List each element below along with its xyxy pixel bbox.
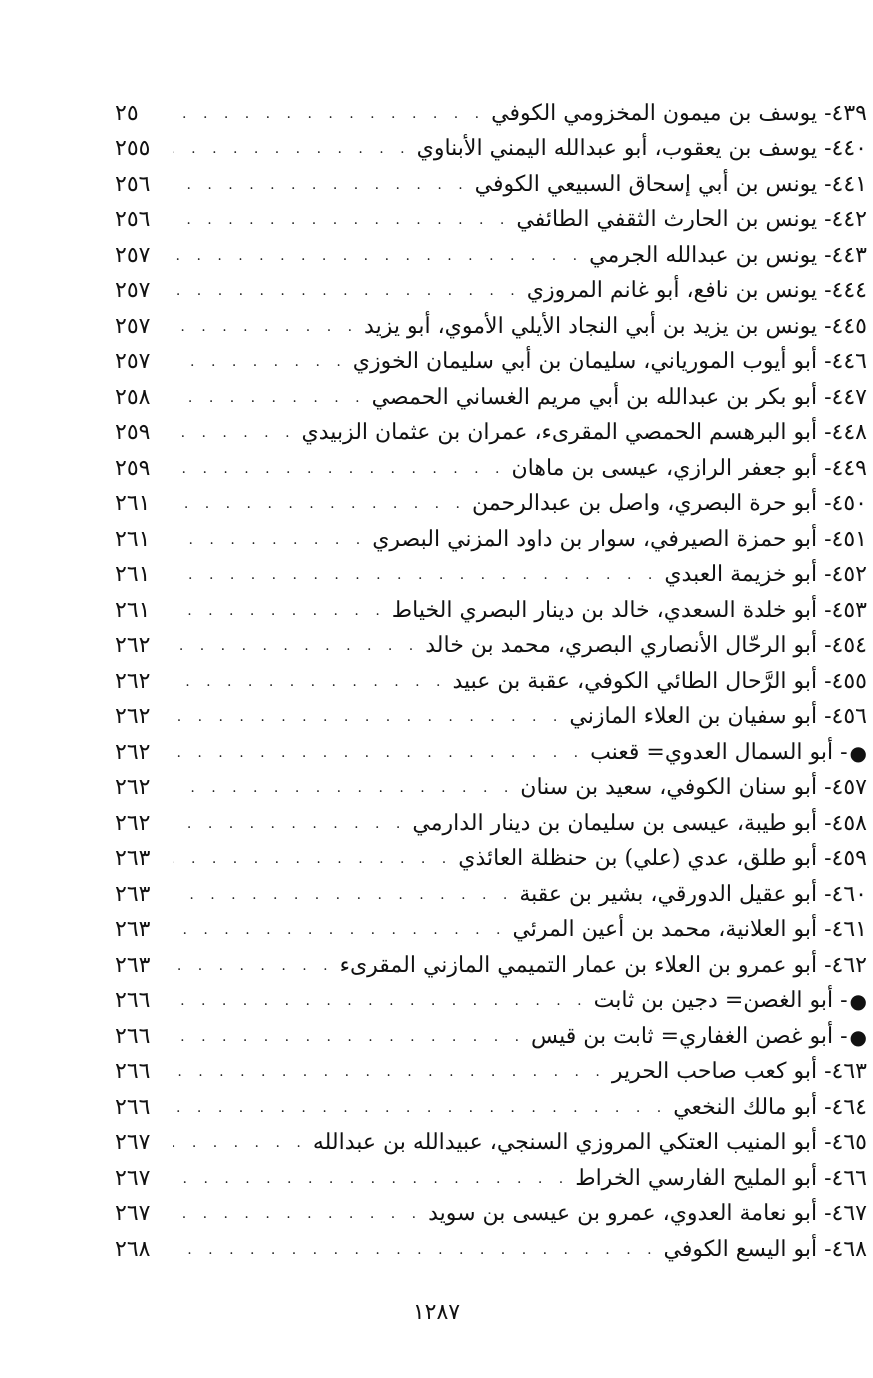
entry-page: ٢٥٧: [115, 278, 151, 304]
dot-leader: [173, 142, 411, 156]
dot-leader: [173, 284, 521, 298]
toc-entry: [115, 1019, 867, 1055]
entry-title: ٤٥٢- أبو خزيمة العبدي: [664, 562, 867, 588]
entry-page: ٢٦١: [115, 597, 151, 623]
toc-entry: [115, 913, 867, 949]
toc-entry: [115, 664, 867, 700]
entry-title: ٤٤٣- يونس بن عبدالله الجرمي: [589, 242, 867, 268]
toc-entry: [115, 380, 867, 416]
toc-entry: [115, 593, 867, 629]
entry-page: ٢٦٢: [115, 704, 151, 730]
entry-page: ٢٦٦: [115, 1094, 151, 1120]
dot-leader: [173, 497, 466, 511]
toc-entry: [115, 700, 867, 736]
dot-leader: [173, 568, 658, 582]
dot-leader: [173, 781, 514, 795]
dot-leader: [173, 391, 366, 405]
toc-entry: [115, 1197, 867, 1233]
entry-title: ٤٦٤- أبو مالك النخعي: [673, 1094, 867, 1120]
toc-entry: [115, 629, 867, 665]
entry-page: ٢٥٦: [115, 171, 151, 197]
entry-title: - أبو الغصن= دجين بن ثابت: [593, 988, 848, 1014]
dot-leader: [173, 1136, 307, 1150]
entry-title: ٤٦٦- أبو المليح الفارسي الخراط: [575, 1165, 867, 1191]
toc-entry: [115, 948, 867, 984]
entry-page: ٢٥: [115, 100, 139, 126]
toc-entry: [115, 735, 867, 771]
entry-page: ٢٥٥: [115, 136, 151, 162]
entry-page: ٢٦٦: [115, 1059, 151, 1085]
dot-leader: [173, 710, 563, 724]
entry-title: ٤٤١- يونس بن أبي إسحاق السبيعي الكوفي: [474, 171, 867, 197]
toc-entry: [115, 877, 867, 913]
dot-leader: [173, 604, 386, 618]
entry-page: ٢٥٩: [115, 420, 151, 446]
entry-page: ٢٥٩: [115, 455, 151, 481]
entry-title: - أبو السمال العدوي= قعنب: [590, 739, 848, 765]
toc-entry: [115, 1055, 867, 1091]
entry-title: ٤٣٩- يوسف بن ميمون المخزومي الكوفي: [491, 100, 867, 126]
entry-title: ٤٦١- أبو العلانية، محمد بن أعين المرئي: [512, 917, 867, 943]
entry-title: ٤٥٩- أبو طلق، عدي (علي) بن حنظلة العائذي: [458, 846, 867, 872]
entry-page: ٢٦٣: [115, 846, 151, 872]
dot-leader: [173, 746, 584, 760]
toc-entry: [115, 96, 867, 132]
dot-leader: [173, 320, 358, 334]
entry-page: ٢٦٦: [115, 1023, 151, 1049]
entry-title: ٤٦٣- أبو كعب صاحب الحرير: [611, 1059, 867, 1085]
dot-leader: [173, 1030, 525, 1044]
toc-entry: [115, 1232, 867, 1268]
dot-leader: [173, 675, 446, 689]
bullet-icon: ●: [849, 1024, 867, 1049]
dot-leader: [173, 533, 366, 547]
dot-leader: [173, 355, 347, 369]
dot-leader: [173, 1065, 606, 1079]
entry-page: ٢٦٣: [115, 917, 151, 943]
toc-entry: [115, 416, 867, 452]
entry-page: ٢٦٢: [115, 775, 151, 801]
dot-leader: [173, 817, 406, 831]
entry-page: ٢٦١: [115, 491, 151, 517]
entry-title: ٤٤٩- أبو جعفر الرازي، عيسى بن ماهان: [511, 455, 867, 481]
entry-title: ٤٥٥- أبو الرَّحال الطائي الكوفي، عقبة بن عبيد: [452, 668, 867, 694]
toc-entry: [115, 274, 867, 310]
entry-title: ٤٦٢- أبو عمرو بن العلاء بن عمار التميمي المازني المقرىء: [339, 952, 867, 978]
entry-page: ٢٦١: [115, 526, 151, 552]
entry-page: ٢٦٣: [115, 881, 151, 907]
entry-title: ٤٥٨- أبو طيبة، عيسى بن سليمان بن دينار الدارمي: [412, 810, 867, 836]
dot-leader: [173, 852, 452, 866]
entry-page: ٢٥٦: [115, 207, 151, 233]
dot-leader: [173, 959, 334, 973]
toc-entry: [115, 451, 867, 487]
entry-page: ٢٦٢: [115, 668, 151, 694]
toc-entry: [115, 487, 867, 523]
dot-leader: [173, 639, 419, 653]
dot-leader: [173, 213, 510, 227]
toc-entry: [115, 771, 867, 807]
entry-page: ٢٦٣: [115, 952, 151, 978]
entry-title: ٤٦٥- أبو المنيب العتكي المروزي السنجي، عبيدالله بن عبدالله: [312, 1130, 867, 1156]
entry-page: ٢٥٧: [115, 313, 151, 339]
entry-page: ٢٦٧: [115, 1130, 151, 1156]
entry-title: ٤٥٣- أبو خلدة السعدي، خالد بن دينار البصري الخياط: [391, 597, 867, 623]
entry-title: ٤٤٤- يونس بن نافع، أبو غانم المروزي: [526, 278, 867, 304]
bullet-icon: ●: [849, 740, 867, 765]
table-of-contents: [115, 96, 867, 1268]
dot-leader: [173, 1172, 569, 1186]
entry-title: ٤٤٧- أبو بكر بن عبدالله بن أبي مريم الغساني الحمصي: [371, 384, 867, 410]
entry-title: ٤٤٠- يوسف بن يعقوب، أبو عبدالله اليمني الأبناوي: [416, 136, 867, 162]
entry-page: ٢٦٧: [115, 1165, 151, 1191]
entry-title: ٤٤٢- يونس بن الحارث الثقفي الطائفي: [516, 207, 867, 233]
entry-page: ٢٦٨: [115, 1236, 151, 1262]
entry-page: ٢٦٢: [115, 739, 151, 765]
dot-leader: [173, 178, 469, 192]
toc-entry: [115, 167, 867, 203]
entry-title: ٤٥١- أبو حمزة الصيرفي، سوار بن داود المزني البصري: [372, 526, 867, 552]
dot-leader: [173, 249, 583, 263]
entry-title: - أبو غصن الغفاري= ثابت بن قيس: [531, 1023, 848, 1049]
entry-title: ٤٤٦- أبو أيوب المورياني، سليمان بن أبي سليمان الخوزي: [352, 349, 867, 375]
bullet-icon: ●: [849, 989, 867, 1014]
entry-title: ٤٦٠- أبو عقيل الدورقي، بشير بن عقبة: [519, 881, 867, 907]
entry-page: ٢٦١: [115, 562, 151, 588]
entry-title: ٤٥٠- أبو حرة البصري، واصل بن عبدالرحمن: [472, 491, 867, 517]
dot-leader: [173, 1207, 422, 1221]
entry-title: ٤٤٥- يونس بن يزيد بن أبي النجاد الأيلي الأموي، أبو يزيد: [364, 313, 867, 339]
entry-page: ٢٦٢: [115, 633, 151, 659]
dot-leader: [173, 426, 296, 440]
entry-title: ٤٦٨- أبو اليسع الكوفي: [663, 1236, 867, 1262]
dot-leader: [173, 107, 485, 121]
toc-entry: [115, 132, 867, 168]
toc-entry: [115, 238, 867, 274]
entry-title: ٤٥٦- أبو سفيان بن العلاء المازني: [569, 704, 867, 730]
entry-page: ٢٥٧: [115, 349, 151, 375]
entry-title: ٤٥٧- أبو سنان الكوفي، سعيد بن سنان: [520, 775, 867, 801]
entry-title: ٤٥٤- أبو الرحّال الأنصاري البصري، محمد بن خالد: [425, 633, 867, 659]
dot-leader: [173, 923, 506, 937]
toc-entry: [115, 984, 867, 1020]
page-number: ١٢٨٧: [412, 1300, 461, 1325]
toc-entry: [115, 1090, 867, 1126]
entry-title: ٤٤٨- أبو البرهسم الحمصي المقرىء، عمران بن عثمان الزبيدي: [301, 420, 867, 446]
toc-entry: [115, 203, 867, 239]
dot-leader: [173, 1101, 667, 1115]
toc-entry: [115, 1161, 867, 1197]
dot-leader: [173, 994, 588, 1008]
dot-leader: [173, 888, 513, 902]
entry-page: ٢٦٦: [115, 988, 151, 1014]
dot-leader: [173, 462, 506, 476]
entry-page: ٢٥٨: [115, 384, 151, 410]
toc-entry: [115, 842, 867, 878]
toc-entry: [115, 806, 867, 842]
toc-entry: [115, 1126, 867, 1162]
entry-title: ٤٦٧- أبو نعامة العدوي، عمرو بن عيسى بن سويد: [428, 1201, 867, 1227]
toc-entry: [115, 558, 867, 594]
entry-page: ٢٦٢: [115, 810, 151, 836]
entry-page: ٢٦٧: [115, 1201, 151, 1227]
entry-page: ٢٥٧: [115, 242, 151, 268]
dot-leader: [173, 1243, 658, 1257]
toc-entry: [115, 522, 867, 558]
toc-entry: [115, 345, 867, 381]
toc-entry: [115, 309, 867, 345]
